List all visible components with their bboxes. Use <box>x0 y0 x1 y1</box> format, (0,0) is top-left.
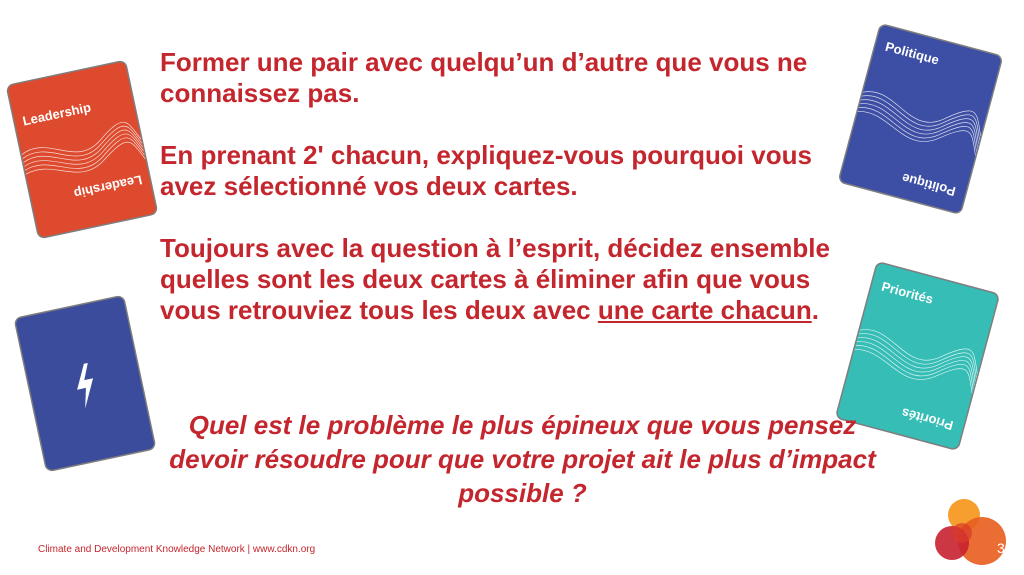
priorites-card-label: Priorités <box>879 278 935 307</box>
paragraph-explain: En prenant 2' chacun, expliquez-vous pourquoi vous avez sélectionné vos deux cartes. <box>160 140 812 201</box>
paragraph-eliminate-main: Toujours avec la question à l’esprit, décidez ensemble quelles sont les deux cartes à éliminer afin que vous vous retrouviez tous les deux avec <box>160 233 830 325</box>
politique-card-label: Politique <box>883 38 941 68</box>
lightning-icon <box>15 296 155 470</box>
paragraph-pair: Former une pair avec quelqu’un d’autre que vous ne connaissez pas. <box>160 47 808 108</box>
instructions-text <box>160 47 860 326</box>
card-wave-pattern <box>7 61 157 238</box>
paragraph-eliminate <box>160 233 860 326</box>
leadership-card-label-inverted: Leadership <box>72 172 144 202</box>
cdkn-circles-logo <box>930 495 1020 575</box>
paragraph-eliminate-underlined: une carte chacun <box>597 295 812 325</box>
politique-card <box>839 25 1002 214</box>
page-number: 3 <box>997 540 1005 556</box>
paragraph-eliminate-end: . <box>811 295 819 325</box>
politique-card-label-inverted: Politique <box>900 170 958 200</box>
leadership-card-label: Leadership <box>21 99 93 129</box>
key-question: Quel est le problème le plus épineux que vous pensez devoir résoudre pour que votre projet ait le plus d’impact possible ? <box>169 410 876 508</box>
footer-text: Climate and Development Knowledge Network | www.cdkn.org <box>38 544 316 555</box>
card-back <box>15 296 155 470</box>
priorites-card-label-inverted: Priorités <box>900 405 956 434</box>
leadership-card <box>7 61 157 238</box>
